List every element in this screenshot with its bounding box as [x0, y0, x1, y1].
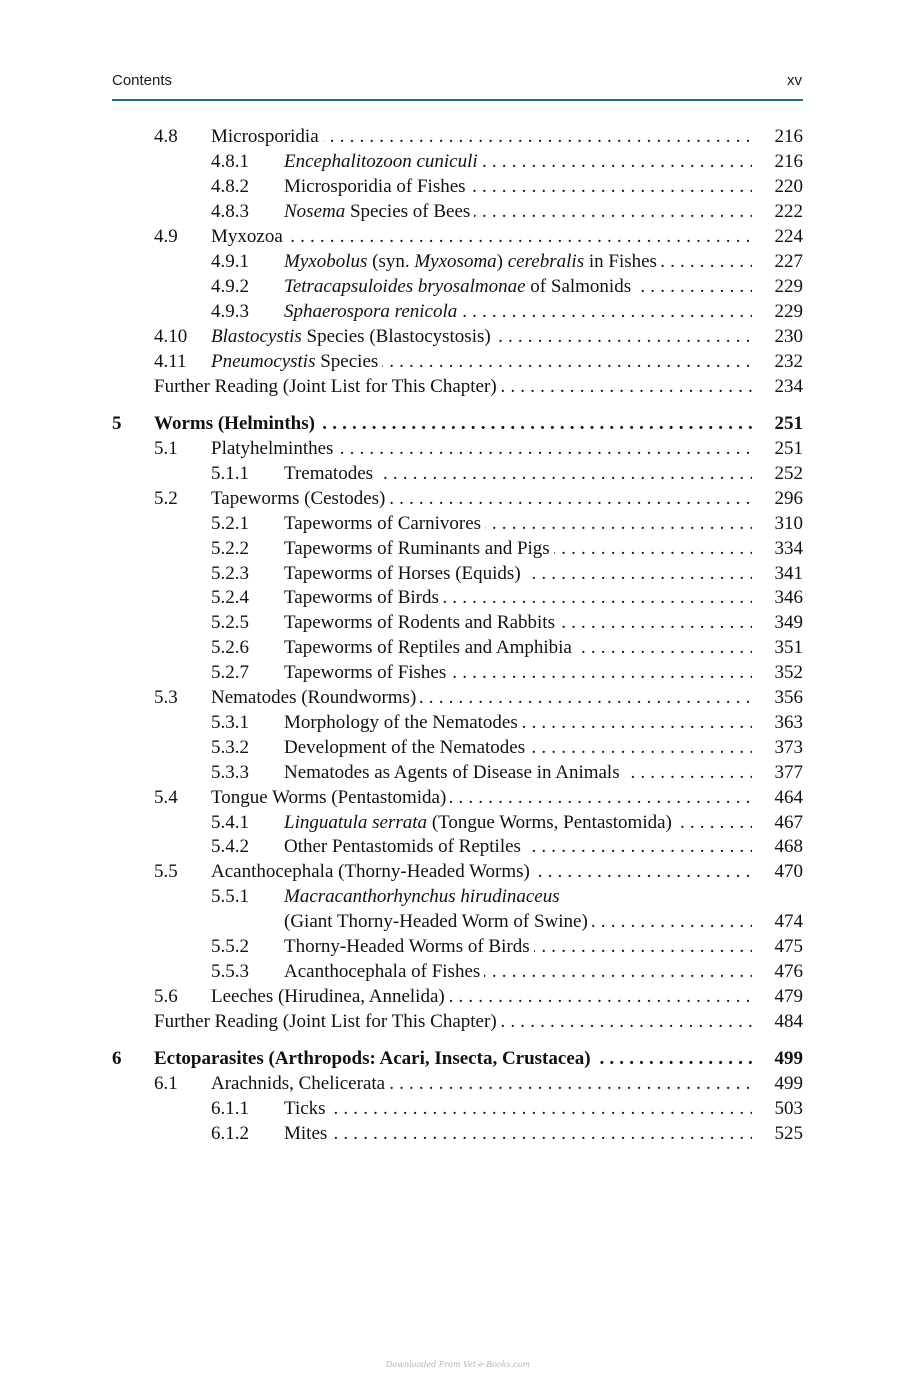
entry-page-number: 499: [774, 1073, 803, 1094]
header-page-number: xv: [787, 72, 802, 89]
entry-number: 4.8.3: [211, 201, 249, 222]
entry-title: [284, 660, 752, 685]
entry-title: [284, 760, 752, 785]
entry-page-number: 296: [774, 488, 803, 509]
toc-entry: [0, 561, 916, 586]
entry-page-number: 484: [774, 1011, 803, 1032]
entry-page-number: 499: [774, 1048, 803, 1069]
italic-term: Encephalitozoon cuniculi: [284, 151, 478, 172]
title-text: Tapeworms of Horses (Equids): [284, 563, 521, 584]
entry-number: 5.2.6: [211, 637, 249, 658]
entry-title: [154, 411, 752, 436]
title-text: of Salmonids: [525, 276, 632, 297]
entry-title: [284, 735, 752, 760]
entry-title: [284, 635, 752, 660]
entry-number: 4.9.1: [211, 251, 249, 272]
entry-page-number: 475: [774, 936, 803, 957]
entry-page-number: 474: [774, 911, 803, 932]
entry-page-number: 224: [774, 226, 803, 247]
entry-title: [284, 1121, 752, 1146]
entry-page-number: 503: [774, 1098, 803, 1119]
entry-title: [284, 585, 752, 610]
entry-title: [211, 785, 752, 810]
toc-entry: [0, 1121, 916, 1146]
entry-page-number: 232: [774, 351, 803, 372]
italic-term: Nosema: [284, 201, 346, 222]
entry-page-number: 468: [774, 836, 803, 857]
toc-entry: [0, 324, 916, 349]
toc-entry: [0, 884, 916, 909]
entry-page-number: 352: [774, 662, 803, 683]
entry-page-number: 251: [774, 413, 803, 434]
entry-title: [211, 436, 752, 461]
title-text: Tongue Worms (Pentastomida): [211, 787, 447, 808]
title-text: Morphology of the Nematodes: [284, 712, 518, 733]
entry-title: [284, 1096, 752, 1121]
toc-entry: [0, 635, 916, 660]
toc-entry: [0, 461, 916, 486]
entry-number: 4.10: [154, 326, 188, 347]
title-text: Microsporidia: [211, 126, 319, 147]
entry-title: [284, 511, 752, 536]
entry-number: 5.4: [154, 787, 178, 808]
toc-entry: [0, 984, 916, 1009]
entry-title: [154, 1009, 752, 1034]
toc-entry: [0, 859, 916, 884]
entry-page-number: 356: [774, 687, 803, 708]
entry-number: 5.5.3: [211, 961, 249, 982]
entry-title: [211, 349, 752, 374]
title-text: Platyhelminthes: [211, 438, 334, 459]
entry-number: 5.3.2: [211, 737, 249, 758]
entry-title: [284, 461, 752, 486]
entry-title: [284, 934, 752, 959]
title-text: Leeches (Hirudinea, Annelida): [211, 986, 445, 1007]
entry-number: 4.8.2: [211, 176, 249, 197]
entry-number: 5.2.5: [211, 612, 249, 633]
entry-title: [284, 710, 752, 735]
title-text: Further Reading (Joint List for This Chapter): [154, 376, 497, 397]
italic-term: cerebralis: [507, 251, 585, 272]
title-text: Arachnids, Chelicerata: [211, 1073, 386, 1094]
toc-entry: [0, 224, 916, 249]
title-text: Ticks: [284, 1098, 326, 1119]
title-text: Tapeworms of Carnivores: [284, 513, 482, 534]
entry-title: [211, 224, 752, 249]
entry-page-number: 251: [774, 438, 803, 459]
entry-title: [284, 536, 752, 561]
toc-entry: [0, 536, 916, 561]
title-text: in Fishes: [584, 251, 657, 272]
entry-number: 5.3.1: [211, 712, 249, 733]
toc-entry: [0, 710, 916, 735]
entry-title: [284, 959, 752, 984]
entry-page-number: 234: [774, 376, 803, 397]
italic-term: Sphaerospora renicola: [284, 301, 458, 322]
entry-number: 6.1.2: [211, 1123, 249, 1144]
entry-page-number: 341: [774, 563, 803, 584]
toc-entry: [0, 374, 916, 399]
toc-entry: [0, 486, 916, 511]
entry-page-number: 220: [774, 176, 803, 197]
title-text: Worms (Helminths): [154, 413, 315, 434]
title-text: Tapeworms (Cestodes): [211, 488, 386, 509]
entry-number: 4.8: [154, 126, 178, 147]
entry-title: [154, 374, 752, 399]
entry-title: [284, 174, 752, 199]
toc-entry: [0, 124, 916, 149]
entry-number: 5: [112, 413, 122, 434]
toc-entry: [0, 585, 916, 610]
title-text: ): [496, 251, 508, 272]
entry-number: 5.5: [154, 861, 178, 882]
entry-page-number: 229: [774, 276, 803, 297]
entry-page-number: 467: [774, 812, 803, 833]
entry-number: 4.9.2: [211, 276, 249, 297]
entry-title: [211, 486, 752, 511]
entry-page-number: 310: [774, 513, 803, 534]
title-text: Tapeworms of Ruminants and Pigs: [284, 538, 550, 559]
entry-number: 5.2.2: [211, 538, 249, 559]
title-text: (syn.: [367, 251, 415, 272]
entry-page-number: 229: [774, 301, 803, 322]
toc-entry: [0, 785, 916, 810]
entry-title: [284, 810, 752, 835]
entry-number: 5.1: [154, 438, 178, 459]
title-text: Tapeworms of Rodents and Rabbits: [284, 612, 555, 633]
title-text: Nematodes (Roundworms): [211, 687, 417, 708]
entry-number: 4.8.1: [211, 151, 249, 172]
toc-entry: [0, 660, 916, 685]
entry-number: 5.6: [154, 986, 178, 1007]
entry-number: 5.1.1: [211, 463, 249, 484]
toc-entry: [0, 436, 916, 461]
entry-title: [284, 834, 752, 859]
toc-entry: [0, 934, 916, 959]
title-text: Microsporidia of Fishes: [284, 176, 466, 197]
entry-title: [284, 274, 752, 299]
italic-term: Tetracapsuloides bryosalmonae: [284, 276, 526, 297]
toc-entry: [0, 249, 916, 274]
title-text: Tapeworms of Reptiles and Amphibia: [284, 637, 572, 658]
toc-entry: [0, 199, 916, 224]
entry-title: [284, 149, 752, 174]
entry-page-number: 377: [774, 762, 803, 783]
title-text: Nematodes as Agents of Disease in Animals: [284, 762, 620, 783]
toc-entry: [0, 735, 916, 760]
title-text: Other Pentastomids of Reptiles: [284, 836, 521, 857]
entry-page-number: 525: [774, 1123, 803, 1144]
entry-title: [284, 299, 752, 324]
entry-page-number: 216: [774, 126, 803, 147]
entry-page-number: 349: [774, 612, 803, 633]
toc-entry: [0, 760, 916, 785]
watermark: Downloaded From Vet-e-Books.com: [385, 1360, 531, 1369]
italic-term: Blastocystis: [211, 326, 302, 347]
title-text: Acanthocephala of Fishes: [284, 961, 481, 982]
entry-page-number: 216: [774, 151, 803, 172]
entry-title: [211, 984, 752, 1009]
entry-number: 5.2: [154, 488, 178, 509]
title-text: Species: [315, 351, 379, 372]
toc-entry: [0, 274, 916, 299]
entry-number: 5.3.3: [211, 762, 249, 783]
entry-title: [284, 199, 752, 224]
toc-entry: [0, 174, 916, 199]
title-text: (Tongue Worms, Pentastomida): [427, 812, 672, 833]
italic-term: Myxosoma: [414, 251, 497, 272]
italic-term: Myxobolus: [284, 251, 368, 272]
entry-title: [211, 124, 752, 149]
entry-title: [284, 249, 752, 274]
entry-number: 5.2.3: [211, 563, 249, 584]
entry-page-number: 252: [774, 463, 803, 484]
entry-page-number: 227: [774, 251, 803, 272]
toc-entry: [0, 349, 916, 374]
entry-title: [211, 685, 752, 710]
entry-page-number: 479: [774, 986, 803, 1007]
toc-entry: [0, 1009, 916, 1034]
toc-entry: [0, 610, 916, 635]
entry-page-number: 351: [774, 637, 803, 658]
entry-page-number: 464: [774, 787, 803, 808]
entry-page-number: 346: [774, 587, 803, 608]
entry-page-number: 230: [774, 326, 803, 347]
title-text: (Giant Thorny-Headed Worm of Swine): [284, 911, 588, 932]
entry-page-number: 476: [774, 961, 803, 982]
toc-entry: [0, 685, 916, 710]
title-text: Trematodes: [284, 463, 374, 484]
entry-page-number: 373: [774, 737, 803, 758]
entry-title: [154, 1046, 752, 1071]
entry-number: 6.1: [154, 1073, 178, 1094]
entry-page-number: 470: [774, 861, 803, 882]
toc-entry: [0, 299, 916, 324]
title-text: Ectoparasites (Arthropods: Acari, Insecta, Crustacea): [154, 1048, 591, 1069]
title-text: Thorny-Headed Worms of Birds: [284, 936, 530, 957]
entry-number: 5.2.4: [211, 587, 249, 608]
entry-page-number: 334: [774, 538, 803, 559]
title-text: Acanthocephala (Thorny-Headed Worms): [211, 861, 530, 882]
toc-entry: [0, 909, 916, 934]
italic-term: Pneumocystis: [211, 351, 316, 372]
title-text: Tapeworms of Birds: [284, 587, 439, 608]
toc-chapter-entry: [0, 411, 916, 436]
entry-number: 4.11: [154, 351, 187, 372]
entry-number: 5.5.2: [211, 936, 249, 957]
toc-entry: [0, 1071, 916, 1096]
entry-title: [211, 1071, 752, 1096]
toc-entry: [0, 1096, 916, 1121]
entry-number: 5.5.1: [211, 886, 249, 907]
header-rule: [112, 99, 803, 101]
entry-title: [284, 561, 752, 586]
italic-term: Macracanthorhynchus hirudinaceus: [284, 886, 560, 907]
toc-entry: [0, 511, 916, 536]
entry-title: [211, 859, 752, 884]
entry-number: 6.1.1: [211, 1098, 249, 1119]
title-text: Development of the Nematodes: [284, 737, 526, 758]
toc-chapter-entry: [0, 1046, 916, 1071]
entry-number: 5.4.2: [211, 836, 249, 857]
entry-number: 5.2.1: [211, 513, 249, 534]
entry-number: 6: [112, 1048, 122, 1069]
toc-entry: [0, 959, 916, 984]
entry-title: [284, 884, 804, 909]
entry-title: [284, 610, 752, 635]
entry-number: 5.3: [154, 687, 178, 708]
entry-number: 5.2.7: [211, 662, 249, 683]
title-text: Species of Bees: [345, 201, 471, 222]
title-text: Myxozoa: [211, 226, 283, 247]
toc-entry: [0, 810, 916, 835]
entry-page-number: 363: [774, 712, 803, 733]
entry-number: 4.9.3: [211, 301, 249, 322]
entry-page-number: 222: [774, 201, 803, 222]
title-text: Tapeworms of Fishes: [284, 662, 447, 683]
entry-number: 5.4.1: [211, 812, 249, 833]
title-text: Mites: [284, 1123, 328, 1144]
entry-number: 4.9: [154, 226, 178, 247]
running-header: [112, 72, 802, 92]
entry-title: [284, 909, 752, 934]
italic-term: Linguatula serrata: [284, 812, 428, 833]
toc-entry: [0, 834, 916, 859]
toc-entry: [0, 149, 916, 174]
title-text: Further Reading (Joint List for This Chapter): [154, 1011, 497, 1032]
entry-title: [211, 324, 752, 349]
header-title: Contents: [112, 72, 173, 89]
title-text: Species (Blastocystosis): [301, 326, 491, 347]
